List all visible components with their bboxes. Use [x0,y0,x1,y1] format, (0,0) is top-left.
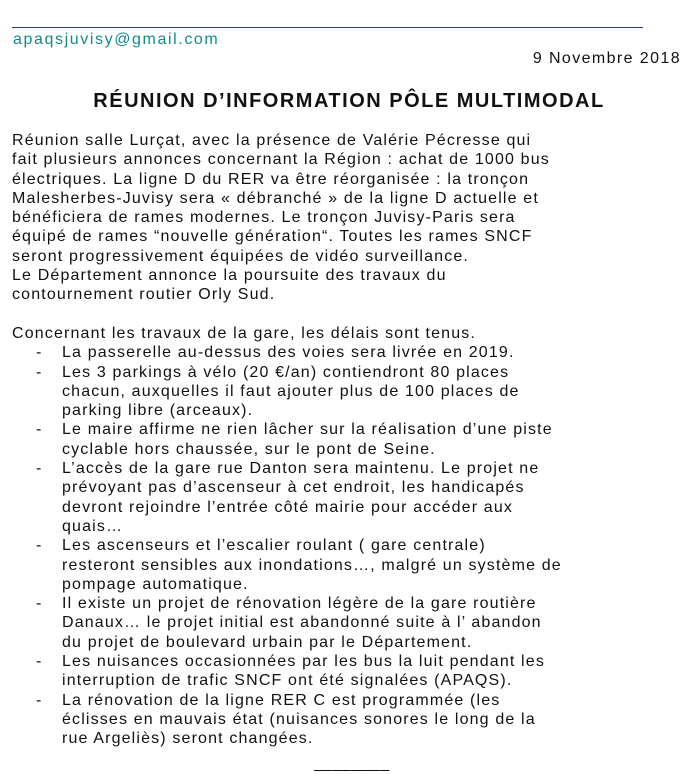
bullet-dash: - [36,421,43,439]
document-body [12,131,692,773]
works-list [12,343,692,748]
list-item [12,536,692,594]
item-line: éclisses en mauvais état (nuisances sonores le long de la [62,710,536,728]
item-line: resteront sensibles aux inondations…, malgré un système de [62,556,562,574]
intro-line: Le Département annonce la poursuite des travaux du [12,267,447,285]
bullet-dash: - [36,653,43,671]
item-line: du projet de boulevard urbain par le Département. [62,633,473,651]
bullet-dash: - [36,344,43,362]
intro-line: équipé de rames “nouvelle génération“. Toutes les rames SNCF [12,228,533,246]
item-line: Le maire affirme ne rien lâcher sur la réalisation d’une piste [62,421,553,439]
item-line: parking libre (arceaux). [62,402,254,420]
closing-separator: ________ [314,754,390,772]
item-line: cyclable hors chaussée, sur le pont de Seine. [62,440,436,458]
list-item [12,420,692,459]
intro-line: Réunion salle Lurçat, avec la présence de Valérie Pécresse qui [12,132,532,149]
item-line: La passerelle au-dessus des voies sera livrée en 2019. [62,344,515,362]
list-item [12,652,692,691]
intro-line: fait plusieurs annonces concernant la Région : achat de 1000 bus [12,151,550,169]
intro-line: électriques. La ligne D du RER va être réorganisée : la tronçon [12,170,530,188]
bullet-dash: - [36,691,43,709]
document-date: 9 Novembre 2018 [532,50,681,67]
list-item [12,363,692,421]
intro-paragraph [12,131,692,305]
item-line: Danaux… le projet initial est abandonné suite à l’ abandon [62,614,542,632]
item-line: rue Argeliès) seront changées. [62,730,314,748]
bullet-dash: - [36,595,43,613]
intro-line: Malesherbes-Juvisy sera « débranché » de la ligne D actuelle et [12,189,539,207]
bullet-dash: - [36,363,43,381]
item-line: quais… [62,517,124,535]
list-item [12,343,692,362]
item-line: prévoyant pas d’ascenseur à cet endroit, les handicapés [62,479,525,497]
contact-email[interactable]: apaqsjuvisy@gmail.com [13,31,220,48]
paragraph-gap [12,305,692,324]
works-lead: Concernant les travaux de la gare, les délais sont tenus. [12,324,477,342]
item-line: interruption de trafic SNCF ont été signalées (APAQS). [62,672,513,690]
list-item [12,594,692,652]
item-line: La rénovation de la ligne RER C est programmée (les [62,691,501,709]
intro-line: bénéficiera de rames modernes. Le tronçon Juvisy-Paris sera [12,209,516,227]
intro-line: contournement routier Orly Sud. [12,286,276,304]
list-item [12,691,692,749]
item-line: Les ascenseurs et l’escalier roulant ( gare centrale) [62,537,486,555]
item-line: pompage automatique. [62,575,249,593]
bullet-dash: - [36,460,43,478]
header-rule [12,27,643,28]
item-line: Les nuisances occasionnées par les bus la luit pendant les [62,653,545,671]
item-line: chacun, auxquelles il faut ajouter plus de 100 places de [62,382,520,400]
item-line: Il existe un projet de rénovation légère de la gare routière [62,595,537,613]
item-line: L’accès de la gare rue Danton sera maintenu. Le projet ne [62,460,540,478]
bullet-dash: - [36,537,43,555]
list-item [12,459,692,536]
intro-line: seront progressivement équipées de vidéo surveillance. [12,247,469,265]
item-line: Les 3 parkings à vélo (20 €/an) contiendront 80 places [62,363,510,381]
document-title: RÉUNION D’INFORMATION PÔLE MULTIMODAL [93,90,605,112]
item-line: devront rejoindre l’entrée côté mairie pour accéder aux [62,498,514,516]
